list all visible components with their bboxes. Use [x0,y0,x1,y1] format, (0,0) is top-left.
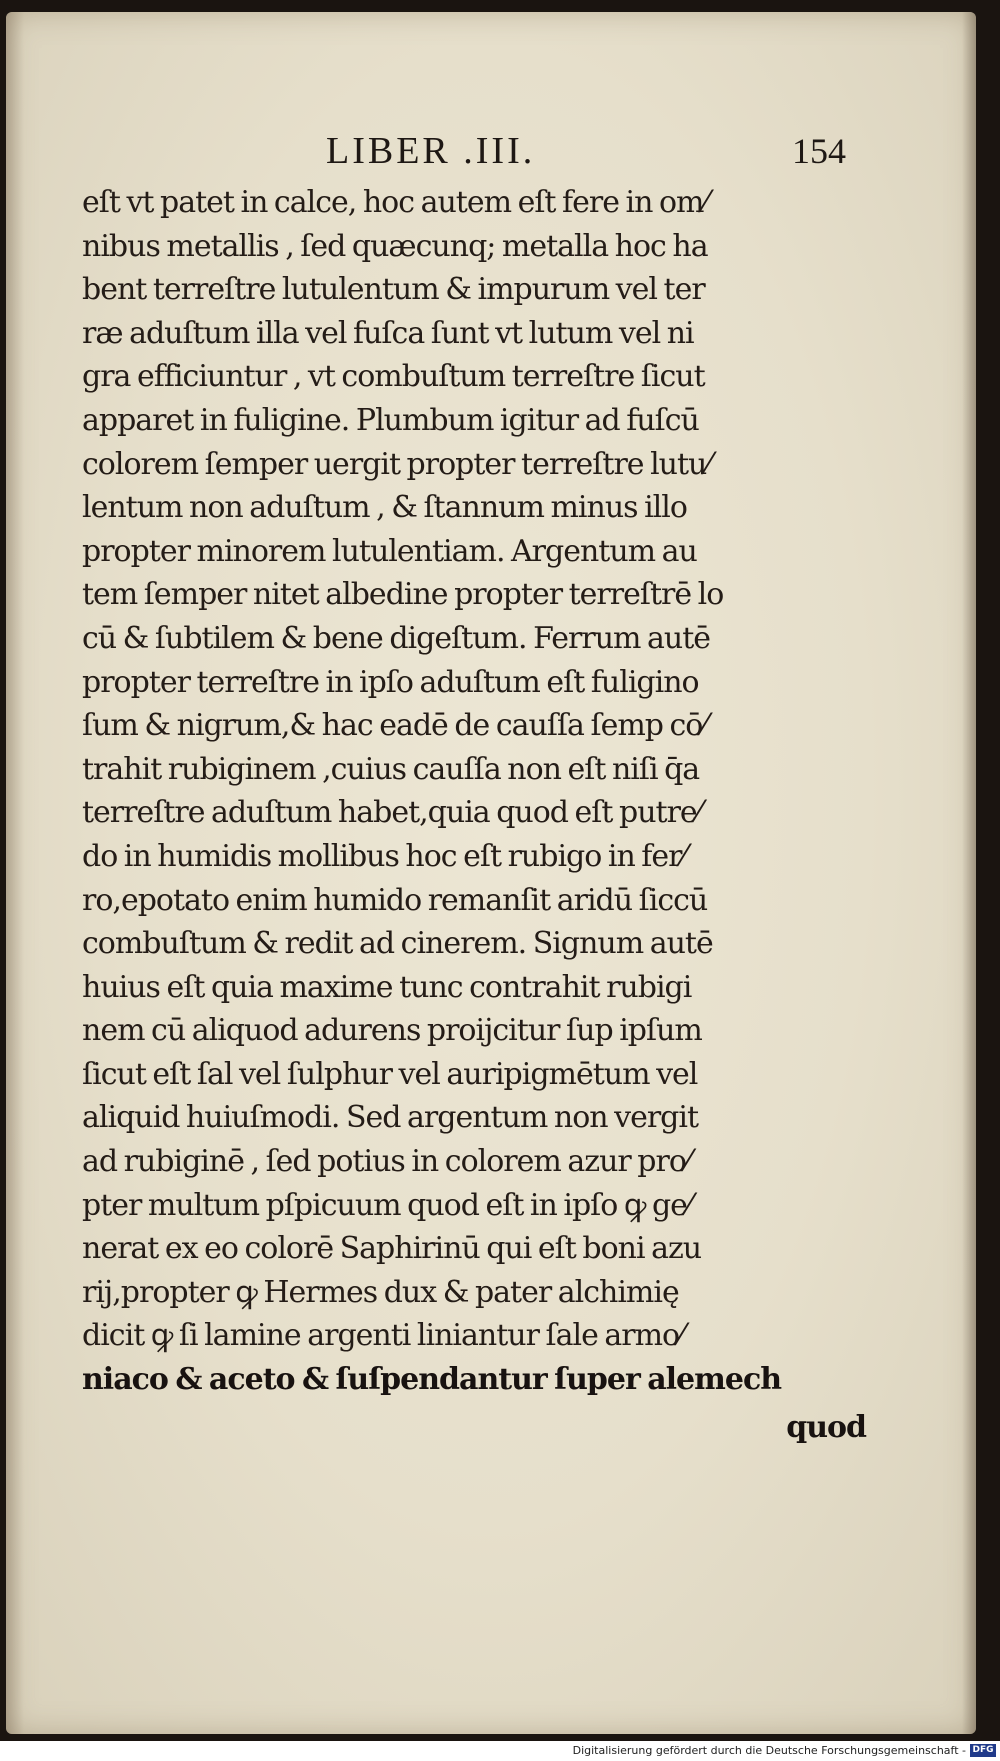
text-line: cū & ſubtilem & bene digeſtum. Ferrum autē [82,620,711,656]
text-line: lentum non aduſtum , & ſtannum minus illo [82,490,687,526]
text-line: ſum & nigrum,& hac eadē de cauſſa ſemp cō⁄ [82,708,707,744]
running-head: LIBER .III. [326,130,536,172]
text-line: dicit ꝙ ſi lamine argenti liniantur ſale armo⁄ [82,1318,684,1354]
text-line: propter terreſtre in ipſo aduſtum eſt fuligino [82,664,699,700]
folio-number: 154 [792,131,846,171]
text-line: ad rubiginē , ſed potius in colorem azur pro⁄ [82,1144,690,1180]
text-line: bent terreſtre lutulentum & impurum vel ter [82,272,705,308]
text-line: gra efficiuntur , vt combuſtum terreſtre ſicut [82,359,705,395]
page-header [86,125,846,177]
text-line: terreſtre aduſtum habet,quia quod eſt putre⁄ [82,795,701,831]
text-line: rij,propter ꝙ Hermes dux & pater alchimię [82,1274,679,1310]
text-line: nem cū aliquod adurens proijcitur ſup ipſum [82,1013,702,1049]
text-line: aliquid huiuſmodi. Sed argentum non vergit [82,1100,699,1136]
page-gutter-shadow [6,12,24,1734]
text-line: do in humidis mollibus hoc eſt rubigo in fer⁄ [82,838,686,874]
text-line: propter minorem lutulentiam. Argentum au [82,533,697,569]
digitization-credit: Digitalisierung gefördert durch die Deutsche Forschungsgemeinschaft - [572,1744,966,1757]
page-edge-shadow [962,12,976,1734]
text-line: tem ſemper nitet albedine propter terreſtrē lo [82,577,724,613]
text-line: nibus metallis , ſed quæcunq; metalla hoc ha [82,228,708,264]
text-line: eſt vt patet in calce, hoc autem eſt fere in om⁄ [82,185,708,220]
body-text [82,181,842,1402]
text-line: apparet in fuligine. Plumbum igitur ad fuſcū [82,402,699,438]
catchword: quod [786,1410,866,1445]
text-line: huius eſt quia maxime tunc contrahit rubigi [82,969,692,1005]
text-line: ræ aduſtum illa vel fuſca ſunt vt lutum vel ni [82,315,694,351]
text-line: combuſtum & redit ad cinerem. Signum autē [82,926,713,962]
text-line: trahit rubiginem ,cuius cauſſa non eſt niſi q̄a [82,751,700,787]
dfg-logo: DFG [970,1744,996,1757]
text-line: pter multum pſpicuum quod eſt in ipſo ꝙ ge⁄ [82,1187,691,1223]
text-line: niaco & aceto & ſuſpendantur ſuper alemech [82,1362,782,1398]
text-line: nerat ex eo colorē Saphirinū qui eſt boni azu [82,1231,702,1267]
text-line: ro,epotato enim humido remanſit aridū ſiccū [82,882,708,918]
text-line: ſicut eſt ſal vel ſulphur vel auripigmētum vel [82,1056,698,1092]
text-line: colorem ſemper uergit propter terreſtre lutu⁄ [82,446,711,482]
